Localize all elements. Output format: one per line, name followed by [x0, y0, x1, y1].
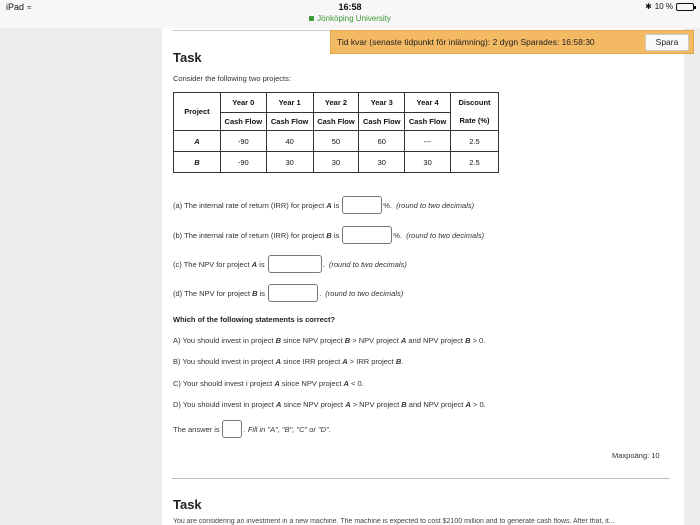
- cash-flow-cell: 30: [359, 152, 405, 173]
- year-header: Year 4: [405, 93, 451, 113]
- left-margin: [0, 28, 162, 525]
- wifi-icon: ≈: [27, 3, 32, 12]
- answer-label: The answer is: [173, 424, 220, 434]
- save-button[interactable]: Spara: [645, 34, 689, 51]
- npv-b-input[interactable]: [268, 284, 318, 302]
- option-c: C) Your should invest i project A since NPV project A < 0.: [173, 379, 364, 388]
- cash-flow-header: Cash Flow: [266, 113, 313, 131]
- question-b: (b) The internal rate of return (IRR) for project B is %. (round to two decimals): [173, 226, 484, 244]
- cash-flow-header: Cash Flow: [220, 113, 266, 131]
- status-bar: [0, 0, 700, 28]
- next-task-title: Task: [173, 497, 202, 512]
- cash-flow-cell: ---: [405, 131, 451, 152]
- option-d: D) You should invest in project A since NPV project A > NPV project B and NPV project A > 0.: [173, 400, 486, 409]
- site-url[interactable]: [0, 14, 700, 23]
- project-header: Project: [174, 93, 221, 131]
- divider: [172, 478, 670, 479]
- answer-input[interactable]: [222, 420, 242, 438]
- task-title: Task: [173, 50, 202, 65]
- table-row: [174, 152, 499, 173]
- question-a: (a) The internal rate of return (IRR) for project A is %. (round to two decimals): [173, 196, 474, 214]
- year-header: Year 1: [266, 93, 313, 113]
- battery-icon: [676, 3, 694, 11]
- device-label: iPad ≈: [6, 2, 32, 12]
- irr-a-input[interactable]: [342, 196, 382, 214]
- cash-flow-header: Cash Flow: [313, 113, 359, 131]
- status-right: [645, 2, 694, 11]
- site-name: Jönköping University: [317, 14, 391, 23]
- cash-flow-cell: 30: [405, 152, 451, 173]
- battery-percent: 10 %: [654, 2, 673, 11]
- cash-flow-cell: 40: [266, 131, 313, 152]
- lock-icon: [309, 16, 314, 21]
- irr-b-input[interactable]: [342, 226, 392, 244]
- year-header: Year 0: [220, 93, 266, 113]
- npv-a-input[interactable]: [268, 255, 322, 273]
- rate-cell: 2.5: [451, 131, 499, 152]
- timer-bar: [330, 30, 694, 54]
- next-task-text: You are considering an investment in a new machine. The machine is expected to cost $2100 million and to generate cash flows. After that, it...: [173, 518, 615, 525]
- question-stem: Which of the following statements is correct?: [173, 315, 336, 324]
- cash-flow-cell: 60: [359, 131, 405, 152]
- option-b: B) You should invest in project A since IRR project A > IRR project B.: [173, 357, 404, 366]
- right-margin: [684, 28, 700, 525]
- clock: 16:58: [338, 2, 362, 12]
- cash-flow-header: Cash Flow: [359, 113, 405, 131]
- max-points: Maxpoäng: 10: [612, 451, 660, 460]
- cash-flow-cell: -90: [220, 131, 266, 152]
- option-a: A) You should invest in project B since NPV project B > NPV project A and NPV project B > 0.: [173, 336, 486, 345]
- bluetooth-icon: ✱: [645, 2, 652, 11]
- discount-header: Discount Rate (%): [451, 93, 499, 131]
- answer-row: [173, 420, 331, 438]
- cash-flow-header: Cash Flow: [405, 113, 451, 131]
- rate-cell: 2.5: [451, 152, 499, 173]
- table-row: [174, 131, 499, 152]
- cash-flow-cell: 30: [313, 152, 359, 173]
- cash-flow-table: [173, 92, 499, 173]
- cash-flow-cell: -90: [220, 152, 266, 173]
- task-intro: Consider the following two projects:: [173, 74, 291, 83]
- question-d: (d) The NPV for project B is . (round to two decimals): [173, 284, 403, 302]
- cash-flow-cell: 30: [266, 152, 313, 173]
- question-c: (c) The NPV for project A is . (round to two decimals): [173, 255, 407, 273]
- time-remaining: Tid kvar (senaste tidpunkt för inlämning): 2 dygn Sparades: 16:58:30: [337, 37, 595, 47]
- answer-hint: . Fill in "A", "B", "C" or "D".: [243, 424, 331, 434]
- year-header: Year 2: [313, 93, 359, 113]
- project-cell: A: [174, 131, 221, 152]
- cash-flow-cell: 50: [313, 131, 359, 152]
- project-cell: B: [174, 152, 221, 173]
- year-header: Year 3: [359, 93, 405, 113]
